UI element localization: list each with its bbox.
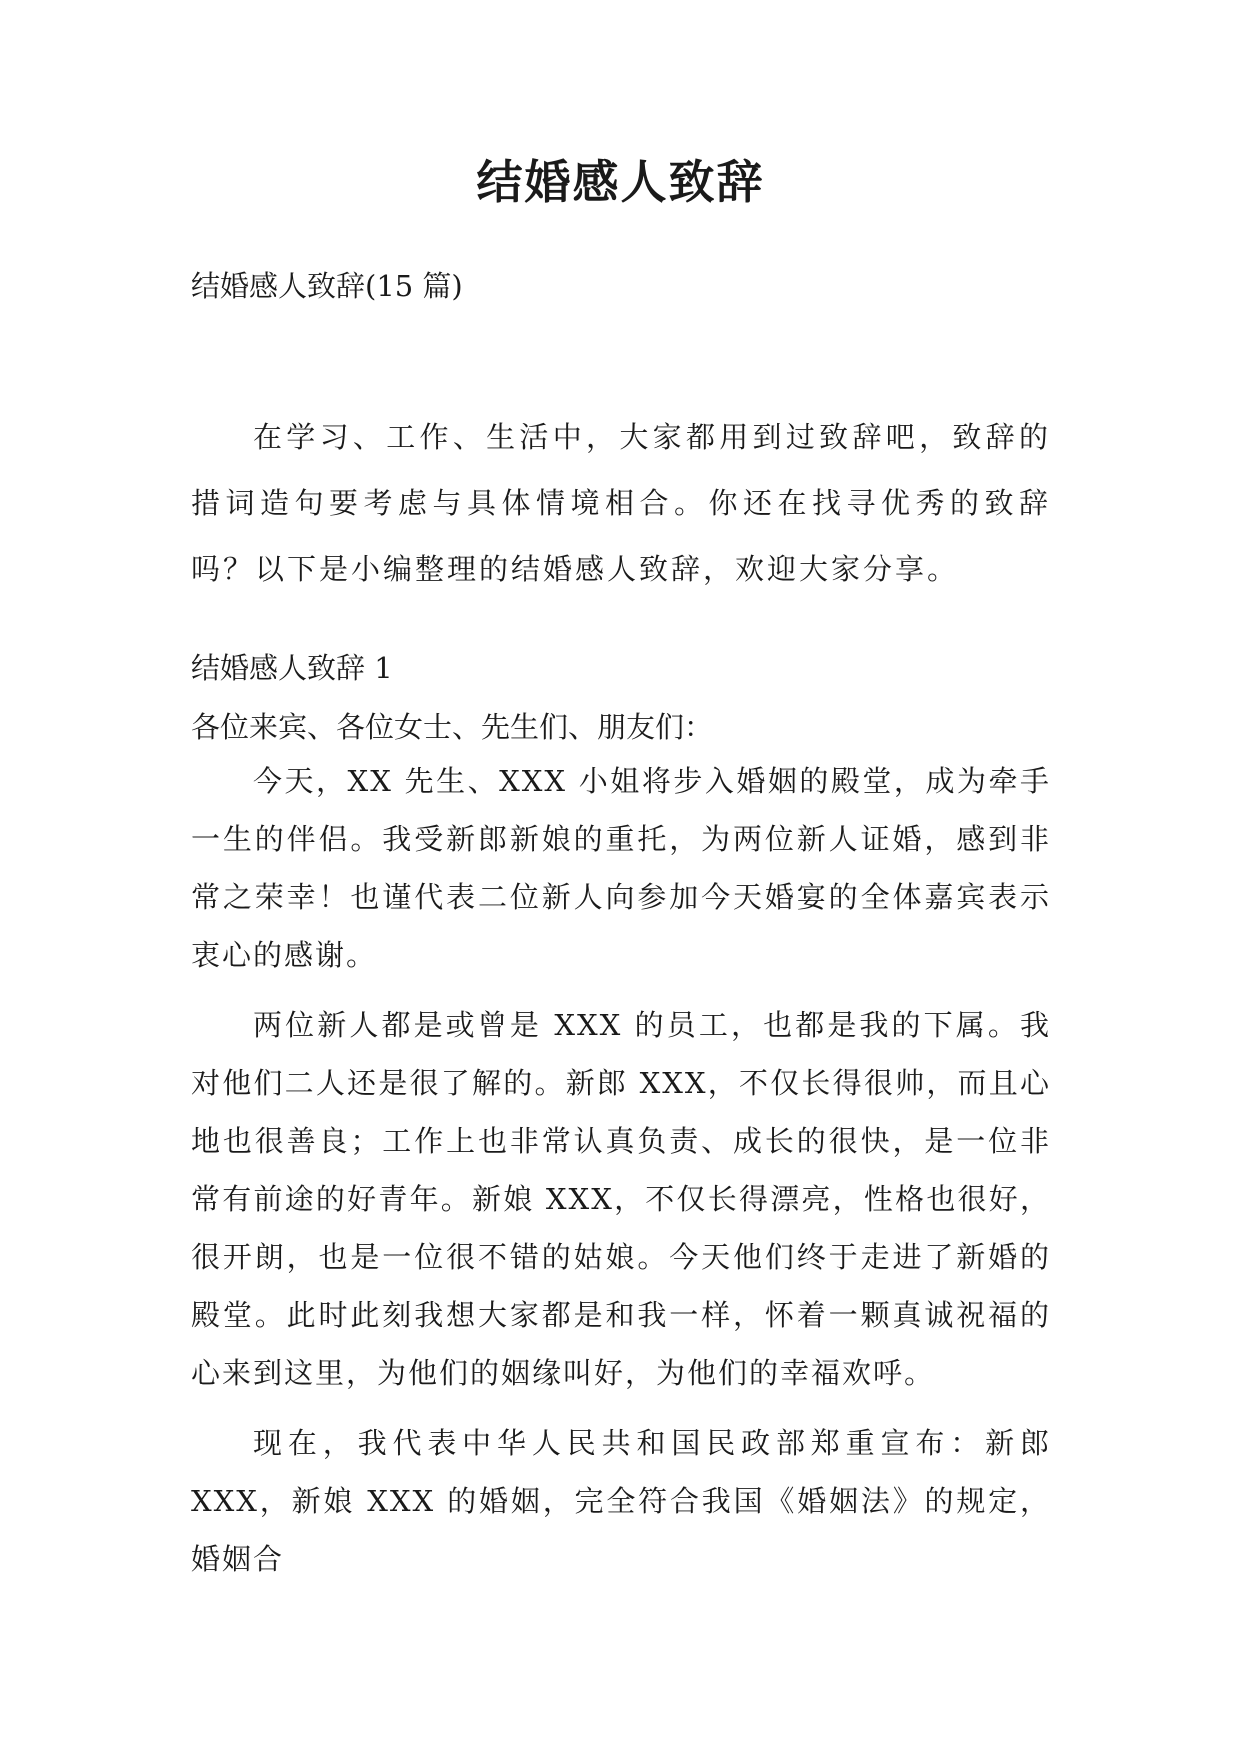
body-paragraph: 今天，XX 先生、XXX 小姐将步入婚姻的殿堂，成为牵手一生的伴侣。我受新郎新娘的重托，为两位新人证婚，感到非常之荣幸！也谨代表二位新人向参加今天婚宴的全体嘉宾表示衷心的感谢。	[191, 764, 1051, 972]
document-title: 结婚感人致辞	[476, 155, 765, 209]
document-subtitle: 结婚感人致辞(15 篇)	[191, 269, 463, 303]
body-paragraph: 现在，我代表中华人民共和国民政部郑重宣布：新郎 XXX，新娘 XXX 的婚姻，完全符合我国《婚姻法》的规定，婚姻合	[191, 1426, 1051, 1576]
salutation: 各位来宾、各位女士、先生们、朋友们：	[191, 710, 714, 744]
body-paragraph: 两位新人都是或曾是 XXX 的员工，也都是我的下属。我对他们二人还是很了解的。新郎 XXX，不仅长得很帅，而且心地也很善良；工作上也非常认真负责、成长的很快，是一位非常有前途的好青年。新娘 XXX，不仅长得漂亮，性格也很好，很开朗，也是一位很不错的姑娘。今天他们终于走进了新婚的殿堂。此时此刻我想大家都是和我一样，怀着一颗真诚祝福的心来到这里，为他们的姻缘叫好，为他们的幸福欢呼。	[191, 1008, 1051, 1390]
speech-body	[191, 752, 1051, 1600]
intro-paragraph: 在学习、工作、生活中，大家都用到过致辞吧，致辞的措词造句要考虑与具体情境相合。你还在找寻优秀的致辞吗？以下是小编整理的结婚感人致辞，欢迎大家分享。	[191, 420, 1051, 586]
section-heading: 结婚感人致辞 1	[191, 651, 393, 685]
